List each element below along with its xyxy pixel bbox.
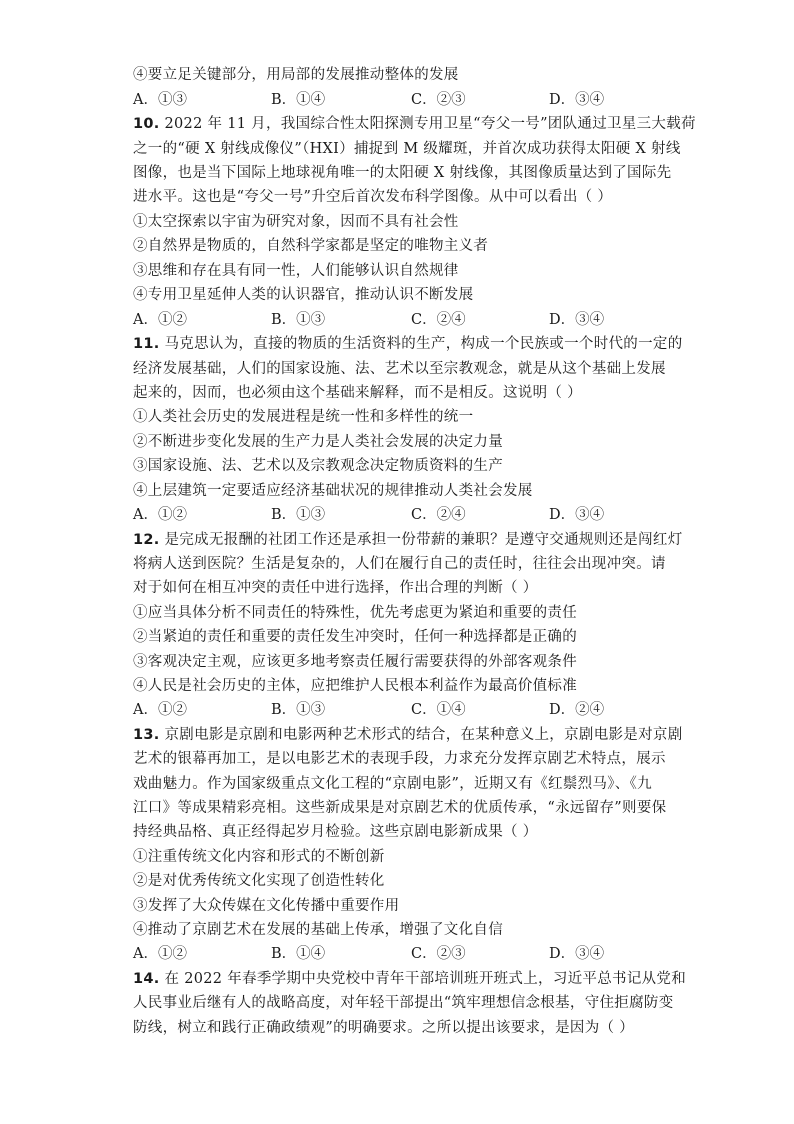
question-11-option-1: ①人类社会历史的发展进程是统一性和多样性的统一	[133, 409, 474, 425]
question-10-option-3: ③思维和存在具有同一性，人们能够认识自然规律	[133, 263, 459, 279]
question-11-stem-line-3: 起来的，因而，也必须由这个基础来解释，而不是相反。这说明（ ）	[133, 385, 582, 401]
choice-d[interactable]: D．③④	[549, 946, 605, 962]
choice-d[interactable]: D．③④	[549, 312, 605, 328]
question-11-option-4: ④上层建筑一定要适应经济基础状况的规律推动人类社会发展	[133, 483, 533, 499]
question-10-stem-line-1	[133, 112, 696, 136]
choice-d[interactable]: D．③④	[549, 507, 605, 523]
choice-c[interactable]: C．②③	[411, 92, 466, 108]
question-12-option-2: ②当紧迫的责任和重要的责任发生冲突时，任何一种选择都是正确的	[133, 629, 577, 645]
choice-d[interactable]: D．③④	[549, 92, 605, 108]
question-12-choices	[133, 698, 693, 722]
question-11-option-3: ③国家设施、法、艺术以及宗教观念决定物质资料的生产	[133, 458, 503, 474]
question-12-option-4: ④人民是社会历史的主体，应把维护人民根本利益作为最高价值标准	[133, 678, 577, 694]
question-11-stem-line-2: 经济发展基础，人们的国家设施、法、艺术以至宗教观念，就是从这个基础上发展	[133, 361, 666, 377]
question-12-option-1: ①应当具体分析不同责任的特殊性，优先考虑更为紧迫和重要的责任	[133, 605, 577, 621]
question-14-stem-line-2: 人民事业后继有人的战略高度，对年轻干部提出“筑牢理想信念根基，守住拒腐防变	[133, 995, 674, 1011]
choice-c[interactable]: C．①④	[411, 702, 466, 718]
question-12-option-3: ③客观决定主观，应该更多地考察责任履行需要获得的外部客观条件	[133, 654, 577, 670]
question-10-stem-line-4: 进水平。这也是“夸父一号”升空后首次发布科学图像。从中可以看出（ ）	[133, 189, 613, 205]
question-10-stem-line-2: 之一的“硬 X 射线成像仪”（HXI）捕捉到 M 级耀斑，并首次成功获得太阳硬 X 射线	[133, 141, 681, 157]
question-13-stem-line-4: 江口》等成果精彩亮相。这些新成果是对京剧艺术的优质传承，“永远留存”则要保	[133, 800, 667, 816]
question-10-choices	[133, 308, 693, 332]
question-12-stem-line-1	[133, 528, 683, 552]
question-number: 14.	[133, 971, 160, 987]
choice-a[interactable]: A．①②	[133, 702, 187, 718]
question-10-option-4: ④专用卫星延伸人类的认识器官，推动认识不断发展	[133, 287, 474, 303]
question-11-choices	[133, 503, 693, 527]
choice-b[interactable]: B．①③	[271, 702, 326, 718]
question-13-option-4: ④推动了京剧艺术在发展的基础上传承，增强了文化自信	[133, 922, 503, 938]
question-10-option-1: ①太空探索以宇宙为研究对象，因而不具有社会性	[133, 214, 459, 230]
question-11-stem-line-1	[133, 332, 683, 356]
choice-b[interactable]: B．①③	[271, 507, 326, 523]
option-line: ④要立足关键部分，用局部的发展推动整体的发展	[133, 67, 459, 83]
question-14-stem-line-1	[133, 967, 686, 991]
question-11-option-2: ②不断进步变化发展的生产力是人类社会发展的决定力量	[133, 434, 503, 450]
question-number: 11.	[133, 336, 160, 352]
stem-text: 2022 年 11 月，我国综合性太阳探测专用卫星“夸父一号”团队通过卫星三大载荷	[159, 116, 696, 132]
question-number: 13.	[133, 727, 160, 743]
question-14-stem-line-3: 防线，树立和践行正确政绩观”的明确要求。之所以提出该要求，是因为（ ）	[133, 1020, 635, 1036]
question-13-stem-line-1	[133, 723, 683, 747]
question-12-stem-line-2: 将病人送到医院？生活是复杂的，人们在履行自己的责任时，往往会出现冲突。请	[133, 556, 666, 572]
question-10-stem-line-3: 图像，也是当下国际上地球视角唯一的太阳硬 X 射线像，其图像质量达到了国际先	[133, 165, 672, 181]
choice-a[interactable]: A．①③	[133, 92, 187, 108]
question-10-option-2: ②自然界是物质的，自然科学家都是坚定的唯物主义者	[133, 238, 489, 254]
choice-d[interactable]: D．②④	[549, 702, 605, 718]
choice-a[interactable]: A．①②	[133, 507, 187, 523]
stem-text: 是完成无报酬的社团工作还是承担一份带薪的兼职？是遵守交通规则还是闯红灯	[159, 532, 683, 548]
choice-c[interactable]: C．②④	[411, 507, 466, 523]
choice-b[interactable]: B．①③	[271, 312, 326, 328]
question-12-stem-line-3: 对于如何在相互冲突的责任中进行选择，作出合理的判断（ ）	[133, 580, 538, 596]
choice-a[interactable]: A．①②	[133, 312, 187, 328]
choice-c[interactable]: C．②④	[411, 312, 466, 328]
answer-choices	[133, 88, 693, 112]
question-number: 12.	[133, 532, 160, 548]
question-13-stem-line-2: 艺术的银幕再加工，是以电影艺术的表现手段，力求充分发挥京剧艺术特点，展示	[133, 751, 666, 767]
choice-c[interactable]: C．②③	[411, 946, 466, 962]
choice-b[interactable]: B．①④	[271, 946, 326, 962]
question-13-option-1: ①注重传统文化内容和形式的不断创新	[133, 849, 385, 865]
choice-b[interactable]: B．①④	[271, 92, 326, 108]
stem-text: 京剧电影是京剧和电影两种艺术形式的结合，在某种意义上，京剧电影是对京剧	[159, 727, 683, 743]
question-13-choices	[133, 942, 693, 966]
stem-text: 马克思认为，直接的物质的生活资料的生产，构成一个民族或一个时代的一定的	[159, 336, 683, 352]
choice-a[interactable]: A．①②	[133, 946, 187, 962]
question-13-option-2: ②是对优秀传统文化实现了创造性转化	[133, 873, 385, 889]
question-13-stem-line-3: 戏曲魅力。作为国家级重点文化工程的“京剧电影”，近期又有《红鬃烈马》、《九	[133, 776, 652, 792]
question-13-option-3: ③发挥了大众传媒在文化传播中重要作用	[133, 898, 400, 914]
stem-text: 在 2022 年春季学期中央党校中青年干部培训班开班式上，习近平总书记从党和	[159, 971, 687, 987]
question-number: 10.	[133, 116, 160, 132]
question-13-stem-line-5: 持经典品格、真正经得起岁月检验。这些京剧电影新成果（ ）	[133, 824, 538, 840]
